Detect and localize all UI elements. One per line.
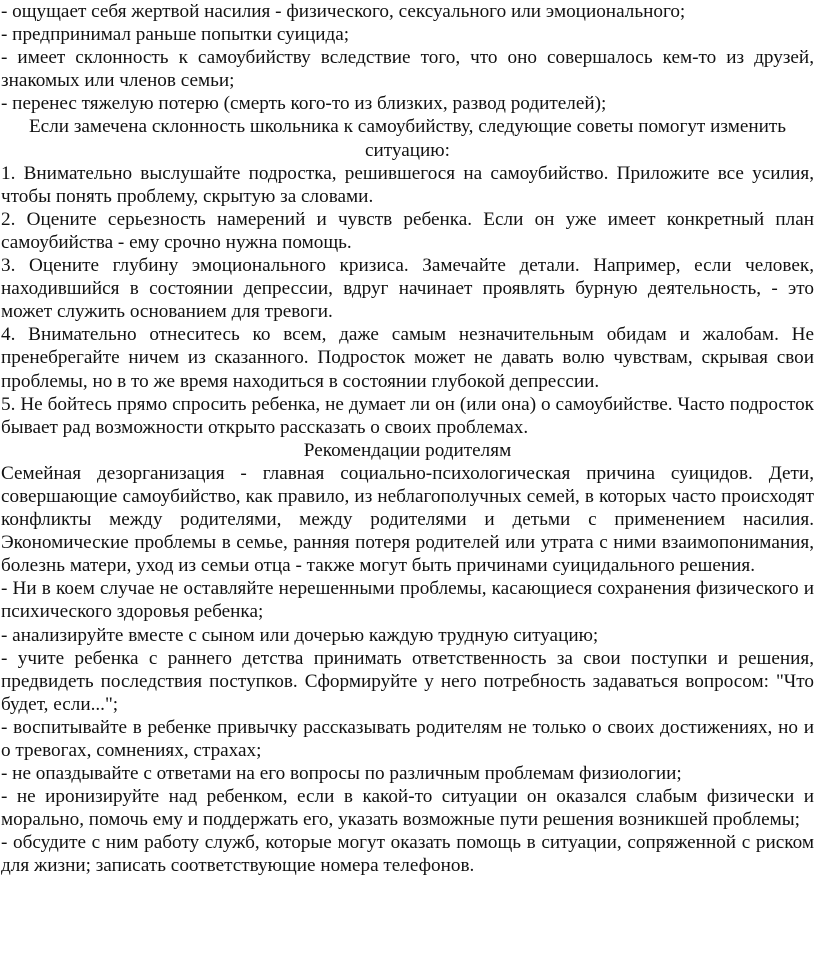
risk-sign-item: - перенес тяжелую потерю (смерть кого-то из близких, развод родителей); — [1, 93, 607, 115]
advice-heading: Если замечена склонность школьника к самоубийству, следующие советы помогут изменить ситуацию: — [28, 116, 787, 161]
advice-item: 1. Внимательно выслушайте подростка, решившегося на самоубийство. Приложите все усилия, чтобы понять проблему, скрытую за словами. — [1, 162, 814, 207]
recommendation-item: - учите ребенка с раннего детства принимать ответственность за свои поступки и решения, предвидеть последствия поступков. Сформируйте у него потребность задаваться вопросом: "Что будет, если..."; — [1, 647, 814, 715]
advice-item: 3. Оцените глубину эмоционального кризиса. Замечайте детали. Например, если человек, находившийся в состоянии депрессии, вдруг начинает проявлять бурную деятельность, - это может служить основанием для тревоги. — [1, 255, 814, 323]
risk-sign-item: - имеет склонность к самоубийству вследствие того, что оно совершалось кем-то из друзей, знакомых или членов семьи; — [1, 47, 814, 92]
recommendation-item: - обсудите с ним работу служб, которые могут оказать помощь в ситуации, сопряженной с риском для жизни; записать соответствующие номера телефонов. — [1, 832, 814, 877]
recommendation-item: - не опаздывайте с ответами на его вопросы по различным проблемам физиологии; — [1, 763, 682, 785]
risk-sign-item: - предпринимал раньше попытки суицида; — [1, 24, 350, 46]
advice-item: 4. Внимательно отнеситесь ко всем, даже самым незначительным обидам и жалобам. Не пренебрегайте ничем из сказанного. Подросток может не давать волю чувствам, скрывая свои проблемы, но в то же время находиться в состоянии глубокой депрессии. — [1, 324, 814, 392]
parents-intro-paragraph: Семейная дезорганизация - главная социально-психологическая причина суицидов. Дети, совершающие самоубийство, как правило, из неблагополучных семей, в которых часто происходят конфликты между родителями, между родителями и детьми с применением насилия. Экономические проблемы в семье, ранняя потеря родителей или утрата с ними взаимопонимания, болезнь матери, уход из семьи отца - также могут быть причинами суицидального решения. — [1, 462, 814, 577]
advice-item: 5. Не бойтесь прямо спросить ребенка, не думает ли он (или она) о самоубийстве. Часто подросток бывает рад возможности открыто рассказать о своих проблемах. — [1, 393, 814, 438]
advice-item: 2. Оцените серьезность намерений и чувств ребенка. Если он уже имеет конкретный план самоубийства - ему срочно нужна помощь. — [1, 208, 814, 253]
recommendation-item: - воспитывайте в ребенке привычку рассказывать родителям не только о своих достижениях, но и о тревогах, сомнениях, страхах; — [1, 716, 814, 761]
parents-heading: Рекомендации родителям — [303, 439, 512, 461]
risk-sign-item: - ощущает себя жертвой насилия - физического, сексуального или эмоционального; — [1, 1, 686, 22]
recommendation-item: - Ни в коем случае не оставляйте нерешенными проблемы, касающиеся сохранения физического и психического здоровья ребенка; — [1, 578, 814, 623]
recommendation-item: - не иронизируйте над ребенком, если в какой-то ситуации он оказался слабым физически и морально, помочь ему и поддержать его, указать возможные пути решения возникшей проблемы; — [1, 786, 814, 831]
recommendation-item: - анализируйте вместе с сыном или дочерью каждую трудную ситуацию; — [1, 624, 599, 646]
